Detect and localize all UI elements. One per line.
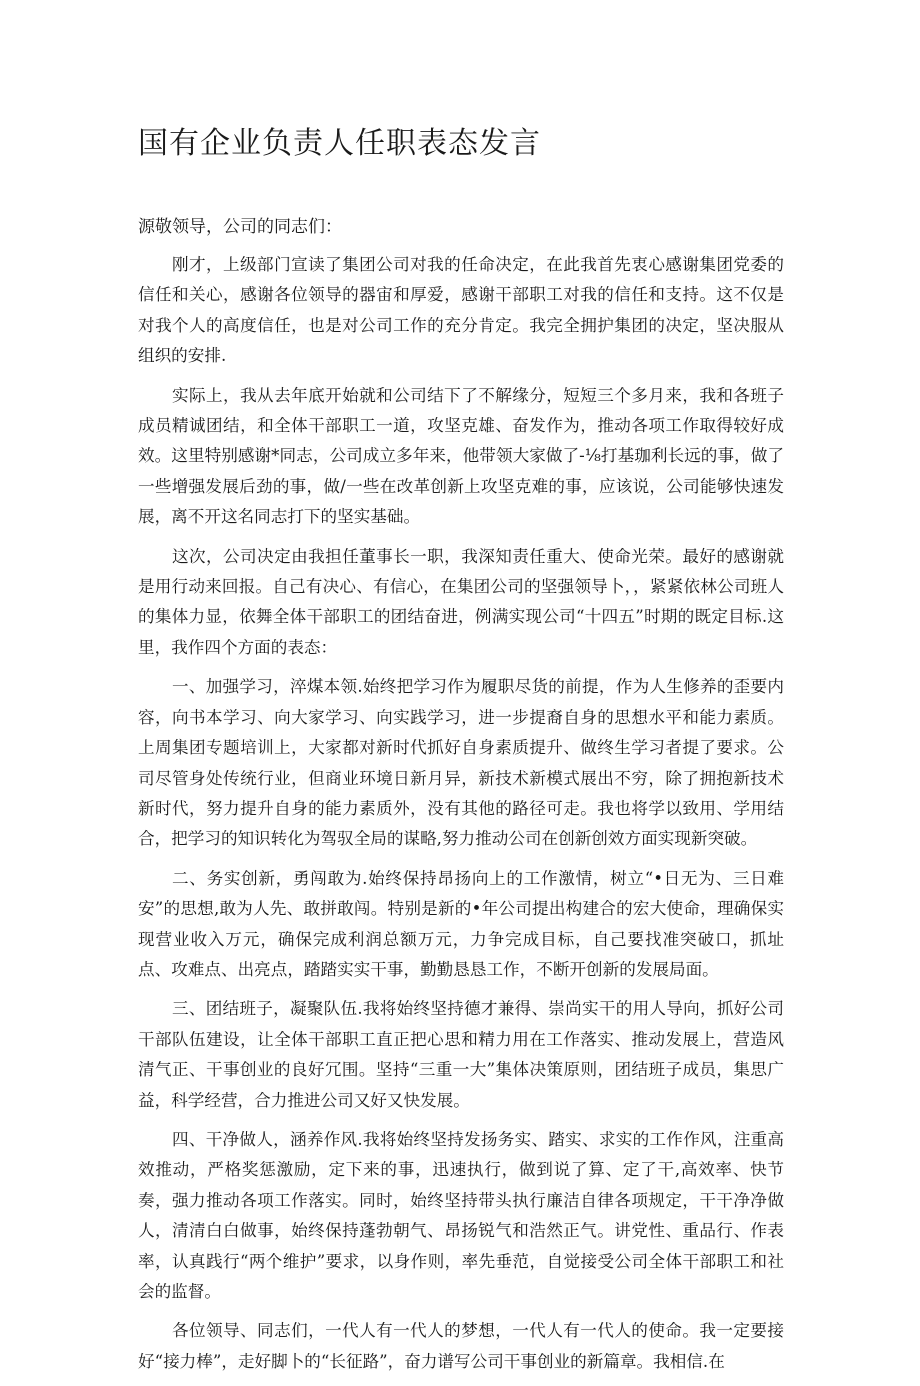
paragraph-commitment-intro: 这次，公司决定由我担任董事长一职，我深知责任重大、使命光荣。最好的感谢就是用行动来回报。自己有决心、有信心，在集团公司的坚强领导卜，，紧紧依林公司班人的集体力显，依舞全体干部职工的团结奋进，例满实现公司“十四五”时期的既定目标.这里，我作四个方面的表态： [138,546,784,657]
document-body [138,250,784,1386]
paragraph-appointment-thanks: 刚才，上级部门宣读了集团公司对我的任命决定，在此我首先衷心感谢集团党委的信任和关心，感谢各位领导的器宙和厚爱，感谢干部职工对我的信任和支持。这不仅是对我个人的高度信任，也是对公司工作的充分肯定。我完全拥护集团的决定，坚决服从组织的安排. [138,255,784,366]
document-title: 国有企业负责人任职表态发言 [138,126,541,161]
paragraph-point-unity: 三、团结班子，凝聚队伍.我将始终坚持德才兼得、崇尚实干的用人导向，抓好公司干部队伍建设，让全体干部职工直正把心思和精力用在工作落实、推动发展上，营造风清气正、干事创业的良好冗围。坚持“三重一大”集体决策原则，团结班子成员，集思广益，科学经营，合力推进公司又好又快发展。 [138,999,784,1110]
paragraph-predecessor-thanks: 实际上，我从去年底开始就和公司结下了不解缘分，短短三个多月来，我和各班子成员精诚团结，和全体干部职工一道，攻坚克雄、奋发作为，推动各项工作取得较好成效。这里特别感谢*同志，公司成立多年来，他带领大家做了-⅛打基珈利长远的事，做了一些增强发展后劲的事，做/一些在改革创新上攻坚克难的事，应该说，公司能够快速发展，离不开这名同志打下的坚实基础。 [138,385,784,527]
salutation: 源敬领导，公司的同志们： [138,217,342,237]
paragraph-point-integrity: 四、干净做人，涵养作风.我将始终坚持发扬务实、踏实、求实的工作作风，注重高效推动，严格奖惩激励，定下来的事，迅速执行，做到说了算、定了干,高效率、快节奏，强力推动各项工作落实。同时，始终坚持带头执行廉洁自律各项规定，干干净净做人，清清白白做事，始终保持蓬勃朝气、昂扬锐气和浩然正气。讲党性、重品行、作表率，认真践行“两个维护”要求，以身作则，率先垂范，自觉接受公司全体干部职工和社会的监督。 [138,1129,784,1301]
paragraph-point-learning: 一、加强学习，淬煤本领.始终把学习作为履职尽货的前提，作为人生修养的歪要内容，向书本学习、向大家学习、向实践学习，进一步提裔自身的思想水平和能力素质。上周集团专题培训上，大家都对新时代抓好自身素质提升、做终生学习者提了要求。公司尽管身处传统行业，但商业环境日新月异，新技术新模式展出不穷，除了拥抱新技术新时代，努力提升自身的能力素质外，没有其他的路径可走。我也将学以致用、学用结合，把学习的知识转化为驾驭全局的谋略,努力推动公司在创新创效方面实现新突破。 [138,677,784,849]
paragraph-point-innovation: 二、务实创新，勇闯敢为.始终保持昂扬向上的工作激情，树立“•日无为、三日难安”的思想,敢为人先、敢拼敢闯。特别是新的•年公司提出构建合的宏大使命，理确保实现营业收入万元，确保完成利润总额万元，力争完成目标，自己要找准突破口，抓址点、攻难点、出亮点，踏踏实实干事，勤勤恳恳工作，不断开创新的发展局面。 [138,868,784,979]
paragraph-closing: 各位领导、同志们，一代人有一代人的梦想，一代人有一代人的使命。我一定要接好“接力棒”，走好脚卜的“长征路”，奋力谱写公司干事创业的新篇章。我相信.在 [138,1321,784,1371]
